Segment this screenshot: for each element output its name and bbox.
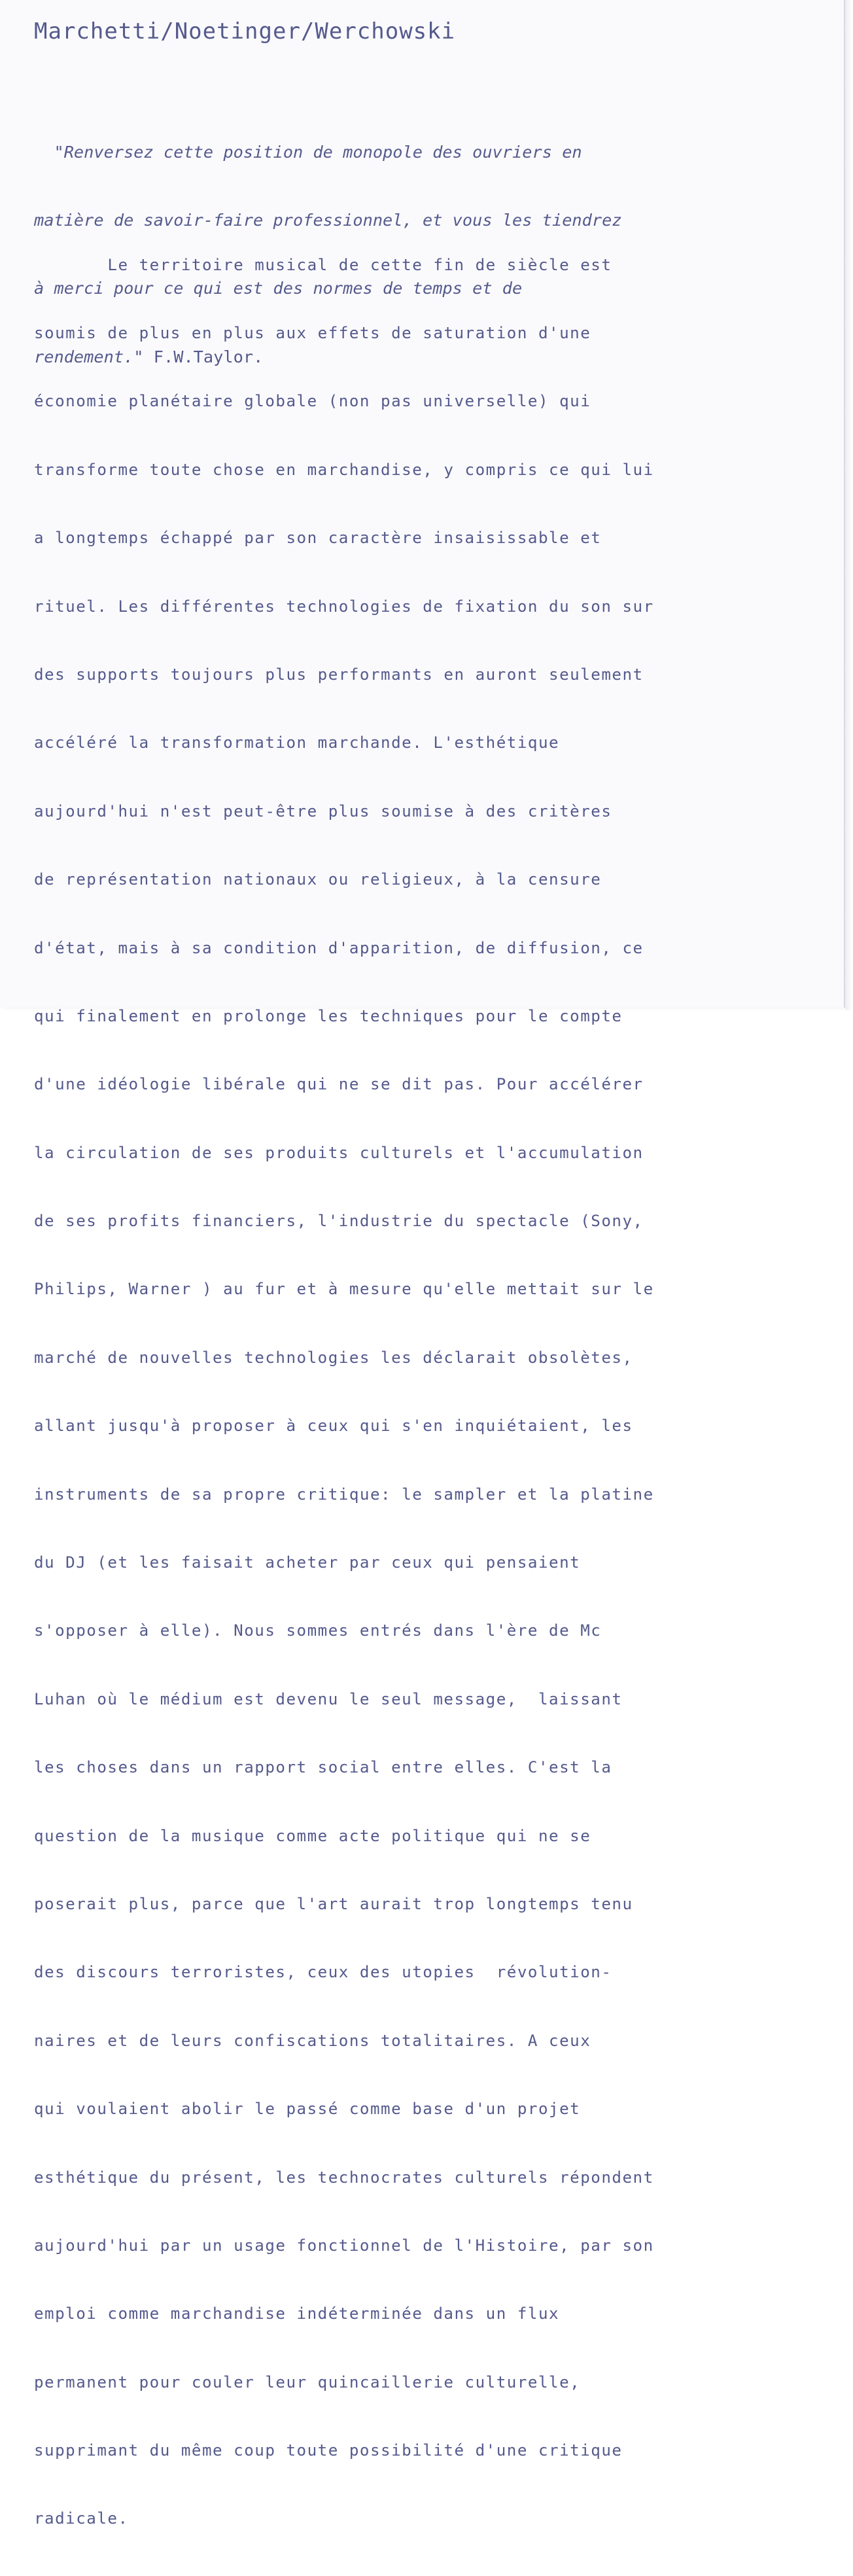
body-line: des supports toujours plus performants en auront seulement (34, 665, 644, 684)
epigraph-line-text: rendement." (34, 347, 154, 366)
epigraph-line: matière de savoir-faire professionnel, et vous les tiendrez (34, 210, 622, 230)
body-line: Luhan où le médium est devenu le seul message, laissant (34, 1689, 623, 1708)
body-line: instruments de sa propre critique: le sampler et la platine (34, 1485, 654, 1504)
body-line: d'état, mais à sa condition d'apparition, de diffusion, ce (34, 938, 644, 957)
body-line: soumis de plus en plus aux effets de saturation d'une (34, 323, 591, 342)
body-line: question de la musique comme acte politique qui ne se (34, 1826, 591, 1845)
body-line: supprimant du même coup toute possibilité d'une critique (34, 2441, 623, 2460)
epigraph-attribution: F.W.Taylor. (153, 347, 264, 366)
body-line: poserait plus, parce que l'art aurait trop longtemps tenu (34, 1894, 633, 1913)
body-line: a longtemps échappé par son caractère insaisissable et (34, 529, 602, 548)
body-line: radicale. (34, 2509, 129, 2528)
body-line: Philips, Warner ) au fur et à mesure qu'elle mettait sur le (34, 1280, 654, 1299)
body-line: d'une idéologie libérale qui ne se dit pas. Pour accélérer (34, 1075, 644, 1094)
body-paragraph (34, 208, 654, 2576)
body-line: permanent pour couler leur quincaillerie culturelle, (34, 2373, 581, 2391)
body-line: esthétique du présent, les technocrates culturels répondent (34, 2168, 654, 2187)
page-edge-shadow (845, 0, 853, 1010)
body-line: aujourd'hui par un usage fonctionnel de l'Histoire, par son (34, 2236, 654, 2255)
body-line: du DJ (et les faisait acheter par ceux qui pensaient (34, 1553, 581, 1572)
body-line: marché de nouvelles technologies les déclarait obsolètes, (34, 1348, 633, 1367)
body-line: accéléré la transformation marchande. L'esthétique (34, 733, 560, 752)
body-line: économie planétaire globale (non pas universelle) qui (34, 392, 591, 411)
epigraph-line: à merci pour ce qui est des normes de temps et de (34, 279, 523, 298)
body-line: les choses dans un rapport social entre elles. C'est la (34, 1758, 612, 1777)
body-line: allant jusqu'à proposer à ceux qui s'en inquiétaient, les (34, 1417, 633, 1436)
page-title: Marchetti/Noetinger/Werchowski (34, 18, 456, 44)
body-line: naires et de leurs confiscations totalitaires. A ceux (34, 2031, 591, 2050)
body-line: aujourd'hui n'est peut-être plus soumise à des critères (34, 802, 612, 820)
body-line: de représentation nationaux ou religieux, à la censure (34, 870, 602, 889)
body-line: emploi comme marchandise indéterminée dans un flux (34, 2304, 560, 2323)
epigraph-line: "Renversez cette position de monopole des ouvriers en (34, 142, 582, 162)
body-line: des discours terroristes, ceux des utopies révolution- (34, 1963, 612, 1982)
body-line: de ses profits financiers, l'industrie du spectacle (Sony, (34, 1212, 644, 1231)
body-line: Le territoire musical de cette fin de siècle est (34, 255, 612, 274)
body-line: rituel. Les différentes technologies de fixation du son sur (34, 597, 654, 616)
body-line: qui voulaient abolir le passé comme base d'un projet (34, 2100, 581, 2119)
body-line: s'opposer à elle). Nous sommes entrés dans l'ère de Mc (34, 1621, 602, 1640)
body-line: transforme toute chose en marchandise, y compris ce qui lui (34, 460, 654, 479)
body-line: qui finalement en prolonge les techniques pour le compte (34, 1006, 623, 1025)
body-line: la circulation de ses produits culturels et l'accumulation (34, 1143, 644, 1162)
